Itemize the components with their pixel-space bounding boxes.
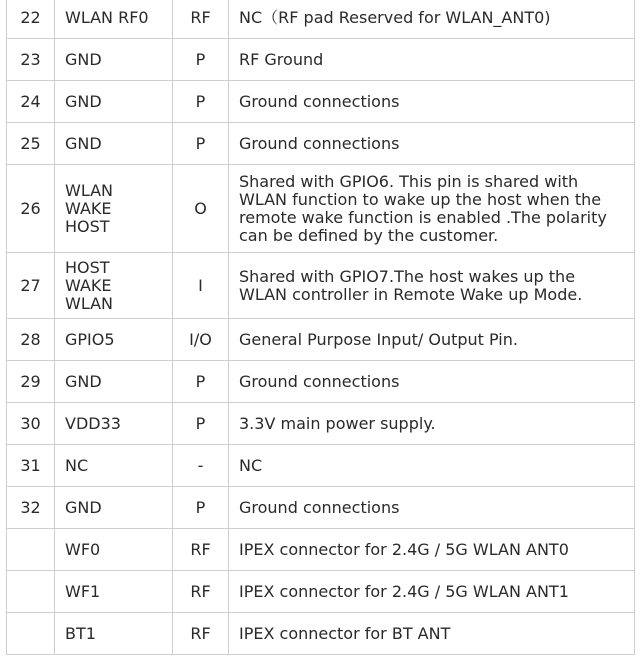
pin-type: P — [173, 39, 229, 81]
table-row — [7, 487, 635, 529]
pin-type: P — [173, 123, 229, 165]
pin-name: VDD33 — [55, 403, 173, 445]
pin-definition-table — [6, 0, 635, 655]
table-row — [7, 403, 635, 445]
pin-name: WF0 — [55, 529, 173, 571]
pin-number: 26 — [7, 165, 55, 253]
table-row — [7, 361, 635, 403]
pin-number: 30 — [7, 403, 55, 445]
pin-type: I/O — [173, 319, 229, 361]
pin-type: - — [173, 445, 229, 487]
pin-type: O — [173, 165, 229, 253]
pin-description: Ground connections — [229, 123, 635, 165]
pin-name: GND — [55, 39, 173, 81]
pin-name: BT1 — [55, 613, 173, 655]
pin-name: GPIO5 — [55, 319, 173, 361]
pin-number: 22 — [7, 0, 55, 39]
pin-description: IPEX connector for 2.4G / 5G WLAN ANT1 — [229, 571, 635, 613]
table-row — [7, 165, 635, 253]
table-row — [7, 319, 635, 361]
table-row — [7, 0, 635, 39]
pin-number: 24 — [7, 81, 55, 123]
pin-number: 27 — [7, 253, 55, 319]
table-row — [7, 571, 635, 613]
pin-type: P — [173, 487, 229, 529]
pin-number — [7, 571, 55, 613]
pin-description: NC（RF pad Reserved for WLAN_ANT0) — [229, 0, 635, 39]
pin-type: RF — [173, 571, 229, 613]
pin-name: NC — [55, 445, 173, 487]
table-row — [7, 39, 635, 81]
pin-description: IPEX connector for 2.4G / 5G WLAN ANT0 — [229, 529, 635, 571]
pin-type: P — [173, 361, 229, 403]
pin-number — [7, 613, 55, 655]
pin-description: 3.3V main power supply. — [229, 403, 635, 445]
pin-type: RF — [173, 613, 229, 655]
pin-name: HOST WAKE WLAN — [55, 253, 173, 319]
pin-number: 29 — [7, 361, 55, 403]
pin-description: Shared with GPIO7.The host wakes up the WLAN controller in Remote Wake up Mode. — [229, 253, 635, 319]
pin-number: 32 — [7, 487, 55, 529]
pin-name: WF1 — [55, 571, 173, 613]
pin-description: Ground connections — [229, 361, 635, 403]
pin-type: P — [173, 81, 229, 123]
pin-description: NC — [229, 445, 635, 487]
pin-description: RF Ground — [229, 39, 635, 81]
pin-description: IPEX connector for BT ANT — [229, 613, 635, 655]
pin-description: Shared with GPIO6. This pin is shared with WLAN function to wake up the host when the remote wake function is enabled .The polarity can be defined by the customer. — [229, 165, 635, 253]
pin-name: GND — [55, 361, 173, 403]
pin-name: WLAN WAKE HOST — [55, 165, 173, 253]
pin-name: GND — [55, 487, 173, 529]
table-row — [7, 529, 635, 571]
table-row — [7, 613, 635, 655]
pin-description: General Purpose Input/ Output Pin. — [229, 319, 635, 361]
pin-type: P — [173, 403, 229, 445]
table-row — [7, 81, 635, 123]
pin-description: Ground connections — [229, 81, 635, 123]
pin-name: WLAN RF0 — [55, 0, 173, 39]
pin-number: 28 — [7, 319, 55, 361]
pin-type: I — [173, 253, 229, 319]
table-row — [7, 445, 635, 487]
pin-type: RF — [173, 0, 229, 39]
pin-type: RF — [173, 529, 229, 571]
table-row — [7, 123, 635, 165]
pin-number: 31 — [7, 445, 55, 487]
pin-number — [7, 529, 55, 571]
pin-name: GND — [55, 81, 173, 123]
pin-name: GND — [55, 123, 173, 165]
pin-number: 25 — [7, 123, 55, 165]
table-row — [7, 253, 635, 319]
pin-description: Ground connections — [229, 487, 635, 529]
pin-number: 23 — [7, 39, 55, 81]
